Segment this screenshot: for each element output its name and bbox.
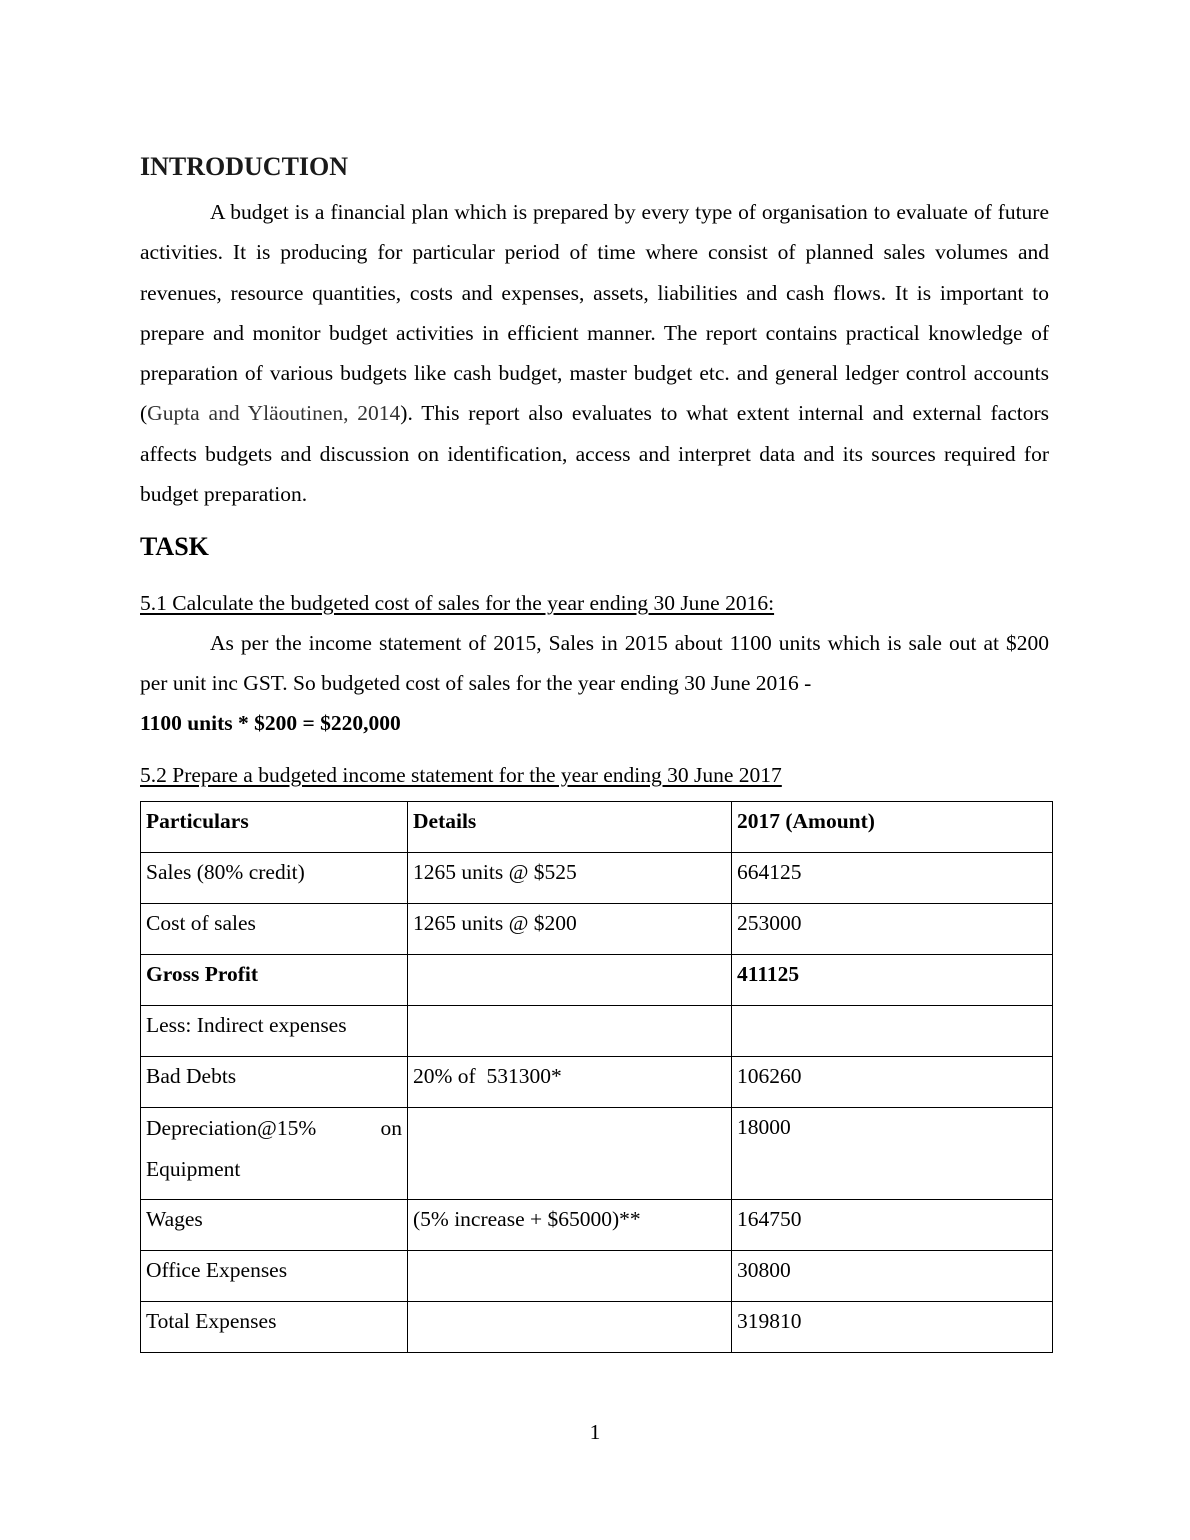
table-row bbox=[141, 1006, 1053, 1057]
table-row bbox=[141, 904, 1053, 955]
cell-details bbox=[408, 1302, 732, 1353]
cell-particulars: Cost of sales bbox=[141, 904, 408, 955]
cell-details: 1265 units @ $525 bbox=[408, 853, 732, 904]
cost-of-sales-formula: 1100 units * $200 = $220,000 bbox=[140, 711, 401, 735]
cell-particulars: Gross Profit bbox=[141, 955, 408, 1006]
question-5-1-paragraph bbox=[140, 623, 1049, 704]
table-row bbox=[141, 853, 1053, 904]
cell-amount: 106260 bbox=[732, 1057, 1053, 1108]
question-5-2-heading: 5.2 Prepare a budgeted income statement for the year ending 30 June 2017 bbox=[140, 763, 782, 787]
table-row bbox=[141, 1251, 1053, 1302]
cell-details bbox=[408, 955, 732, 1006]
cell-particulars: Sales (80% credit) bbox=[141, 853, 408, 904]
introduction-heading: INTRODUCTION bbox=[140, 152, 349, 181]
cell-amount: 319810 bbox=[732, 1302, 1053, 1353]
header-particulars: Particulars bbox=[141, 802, 408, 853]
table-row bbox=[141, 1057, 1053, 1108]
introduction-text-part2: ). This report also evaluates to what extent internal and external factors affects budgets and discussion on identification, access and interpret data and its sources required for budget preparation. bbox=[140, 401, 1049, 507]
table-row bbox=[141, 1200, 1053, 1251]
table-row bbox=[141, 955, 1053, 1006]
cell-particulars: Less: Indirect expenses bbox=[141, 1006, 408, 1057]
cell-particulars: Bad Debts bbox=[141, 1057, 408, 1108]
table-row bbox=[141, 1108, 1053, 1200]
table-row bbox=[141, 1302, 1053, 1353]
introduction-paragraph bbox=[140, 192, 1049, 514]
cell-amount: 253000 bbox=[732, 904, 1053, 955]
task-heading: TASK bbox=[140, 532, 209, 561]
introduction-text-part1: A budget is a financial plan which is prepared by every type of organisation to evaluate of future activities. It is producing for particular period of time where consist of planned sales volumes and revenues, resource quantities, costs and expenses, assets, liabilities and cash flows. It is important to prepare and monitor budget activities in efficient manner. The report contains practical knowledge of preparation of various budgets like cash budget, master budget etc. and general ledger control accounts ( bbox=[140, 200, 1049, 426]
cell-amount: 164750 bbox=[732, 1200, 1053, 1251]
cell-details: (5% increase + $65000)** bbox=[408, 1200, 732, 1251]
cell-particulars bbox=[141, 1108, 408, 1200]
cell-amount: 18000 bbox=[732, 1108, 1053, 1200]
cell-amount: 664125 bbox=[732, 853, 1053, 904]
cell-amount: 30800 bbox=[732, 1251, 1053, 1302]
cell-particulars: Total Expenses bbox=[141, 1302, 408, 1353]
cell-particulars: Office Expenses bbox=[141, 1251, 408, 1302]
question-5-1-text: As per the income statement of 2015, Sales in 2015 about 1100 units which is sale out at $200 per unit inc GST. So budgeted cost of sales for the year ending 30 June 2016 - bbox=[140, 631, 1049, 696]
table-header-row bbox=[141, 802, 1053, 853]
introduction-citation: Gupta and Yläoutinen, 2014 bbox=[147, 401, 401, 426]
header-details: Details bbox=[408, 802, 732, 853]
income-statement-table bbox=[140, 801, 1053, 1353]
cell-amount bbox=[732, 1006, 1053, 1057]
page-number: 1 bbox=[589, 1420, 601, 1444]
cell-details bbox=[408, 1108, 732, 1200]
cell-amount: 411125 bbox=[732, 955, 1053, 1006]
cell-details bbox=[408, 1251, 732, 1302]
cell-particulars-line1: Depreciation@15% bbox=[146, 1116, 317, 1140]
question-5-1-heading: 5.1 Calculate the budgeted cost of sales for the year ending 30 June 2016: bbox=[140, 591, 775, 615]
cell-details: 1265 units @ $200 bbox=[408, 904, 732, 955]
header-amount: 2017 (Amount) bbox=[732, 802, 1053, 853]
cell-particulars-line1-end: on bbox=[380, 1116, 402, 1140]
cell-details: 20% of 531300* bbox=[408, 1057, 732, 1108]
cell-particulars-line2: Equipment bbox=[146, 1156, 241, 1181]
cell-details bbox=[408, 1006, 732, 1057]
cell-particulars: Wages bbox=[141, 1200, 408, 1251]
